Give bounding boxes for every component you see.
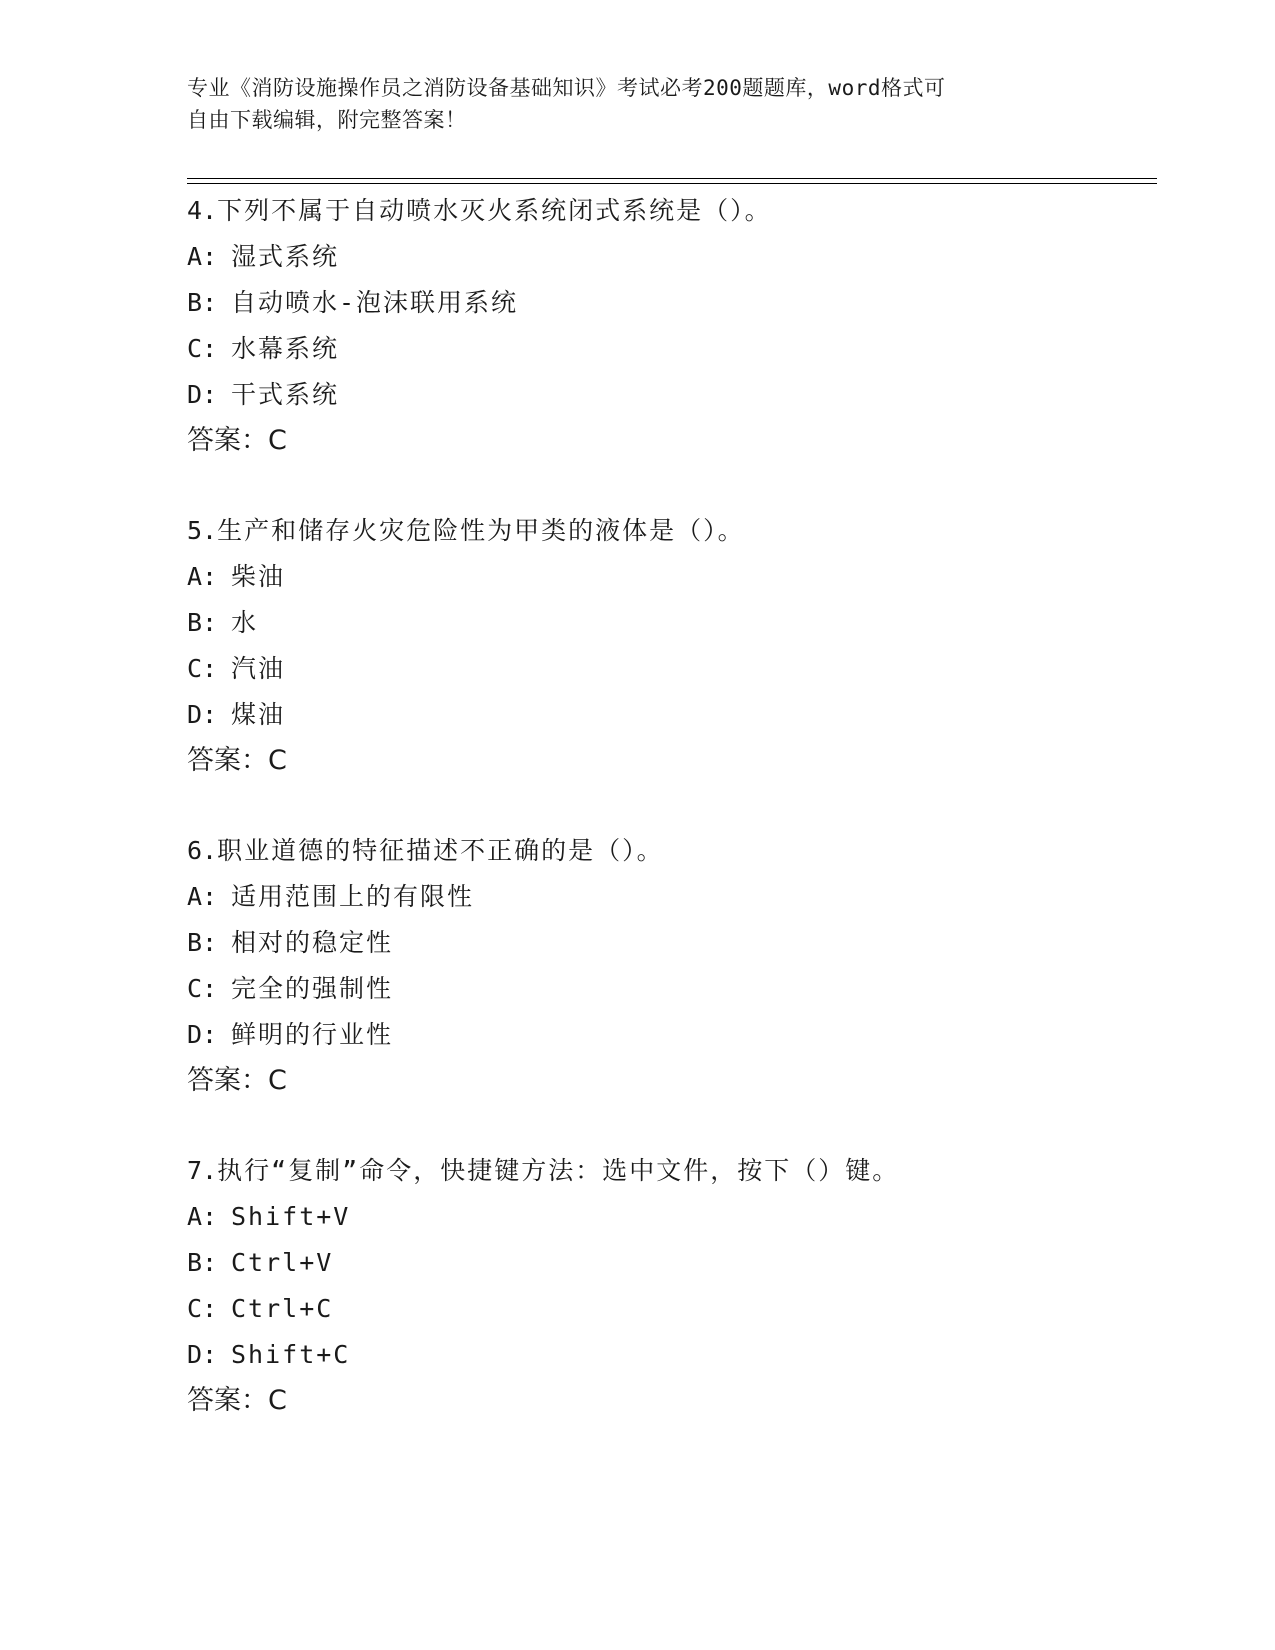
option-text: 适用范围上的有限性 <box>231 882 475 911</box>
question-stem <box>187 1148 1187 1194</box>
option-text: Ctrl+V <box>231 1248 334 1277</box>
header-line-1: 专业《消防设施操作员之消防设备基础知识》考试必考200题题库，word格式可 <box>187 76 946 100</box>
header-divider-top <box>187 178 1157 179</box>
option-c <box>187 1286 1187 1332</box>
option-text: Ctrl+C <box>231 1294 334 1323</box>
option-d <box>187 1332 1187 1378</box>
option-letter: C: <box>187 974 218 1003</box>
question-list <box>187 188 1187 1468</box>
option-letter: C: <box>187 654 218 683</box>
option-letter: D: <box>187 1340 218 1369</box>
option-letter: A: <box>187 562 218 591</box>
question-stem <box>187 188 1187 234</box>
option-letter: D: <box>187 1020 218 1049</box>
option-d <box>187 692 1187 738</box>
option-letter: B: <box>187 1248 218 1277</box>
option-letter: D: <box>187 700 218 729</box>
header-line-2: 自由下载编辑，附完整答案！ <box>187 108 467 132</box>
question-text: 职业道德的特征描述不正确的是（）。 <box>217 836 664 865</box>
option-text: 完全的强制性 <box>231 974 394 1003</box>
option-text: 煤油 <box>231 700 286 729</box>
option-c <box>187 646 1187 692</box>
question-stem <box>187 508 1187 554</box>
option-text: 相对的稳定性 <box>231 928 394 957</box>
question-text: 下列不属于自动喷水灭火系统闭式系统是（）。 <box>217 196 772 225</box>
question-number: 4. <box>187 196 218 225</box>
option-d <box>187 1012 1187 1058</box>
option-text: 鲜明的行业性 <box>231 1020 394 1049</box>
option-text: 柴油 <box>231 562 286 591</box>
option-letter: A: <box>187 242 218 271</box>
question-number: 5. <box>187 516 218 545</box>
answer-line: 答案：C <box>187 425 287 456</box>
option-b <box>187 600 1187 646</box>
question-stem <box>187 828 1187 874</box>
option-c <box>187 326 1187 372</box>
question-5 <box>187 508 1187 784</box>
option-b <box>187 280 1187 326</box>
option-letter: C: <box>187 334 218 363</box>
document-header <box>187 72 1087 136</box>
option-text: 汽油 <box>231 654 286 683</box>
question-text: 执行“复制”命令，快捷键方法：选中文件，按下（）键。 <box>217 1156 900 1185</box>
question-number: 7. <box>187 1156 218 1185</box>
answer-line: 答案：C <box>187 1065 287 1096</box>
question-4 <box>187 188 1187 464</box>
option-letter: D: <box>187 380 218 409</box>
answer-line: 答案：C <box>187 1385 287 1416</box>
option-letter: B: <box>187 608 218 637</box>
question-number: 6. <box>187 836 218 865</box>
option-letter: C: <box>187 1294 218 1323</box>
option-text: 自动喷水-泡沫联用系统 <box>231 288 519 317</box>
header-divider-bottom <box>187 183 1157 184</box>
answer-line: 答案：C <box>187 745 287 776</box>
option-text: 湿式系统 <box>231 242 340 271</box>
option-a <box>187 874 1187 920</box>
option-text: Shift+C <box>231 1340 351 1369</box>
option-text: Shift+V <box>231 1202 351 1231</box>
question-text: 生产和储存火灾危险性为甲类的液体是（）。 <box>217 516 745 545</box>
option-letter: A: <box>187 1202 218 1231</box>
option-letter: A: <box>187 882 218 911</box>
option-d <box>187 372 1187 418</box>
option-b <box>187 1240 1187 1286</box>
option-letter: B: <box>187 928 218 957</box>
option-letter: B: <box>187 288 218 317</box>
question-6 <box>187 828 1187 1104</box>
question-7 <box>187 1148 1187 1424</box>
option-text: 水 <box>231 608 259 637</box>
option-a <box>187 554 1187 600</box>
option-text: 干式系统 <box>231 380 340 409</box>
option-c <box>187 966 1187 1012</box>
option-text: 水幕系统 <box>231 334 340 363</box>
option-a <box>187 234 1187 280</box>
option-b <box>187 920 1187 966</box>
option-a <box>187 1194 1187 1240</box>
